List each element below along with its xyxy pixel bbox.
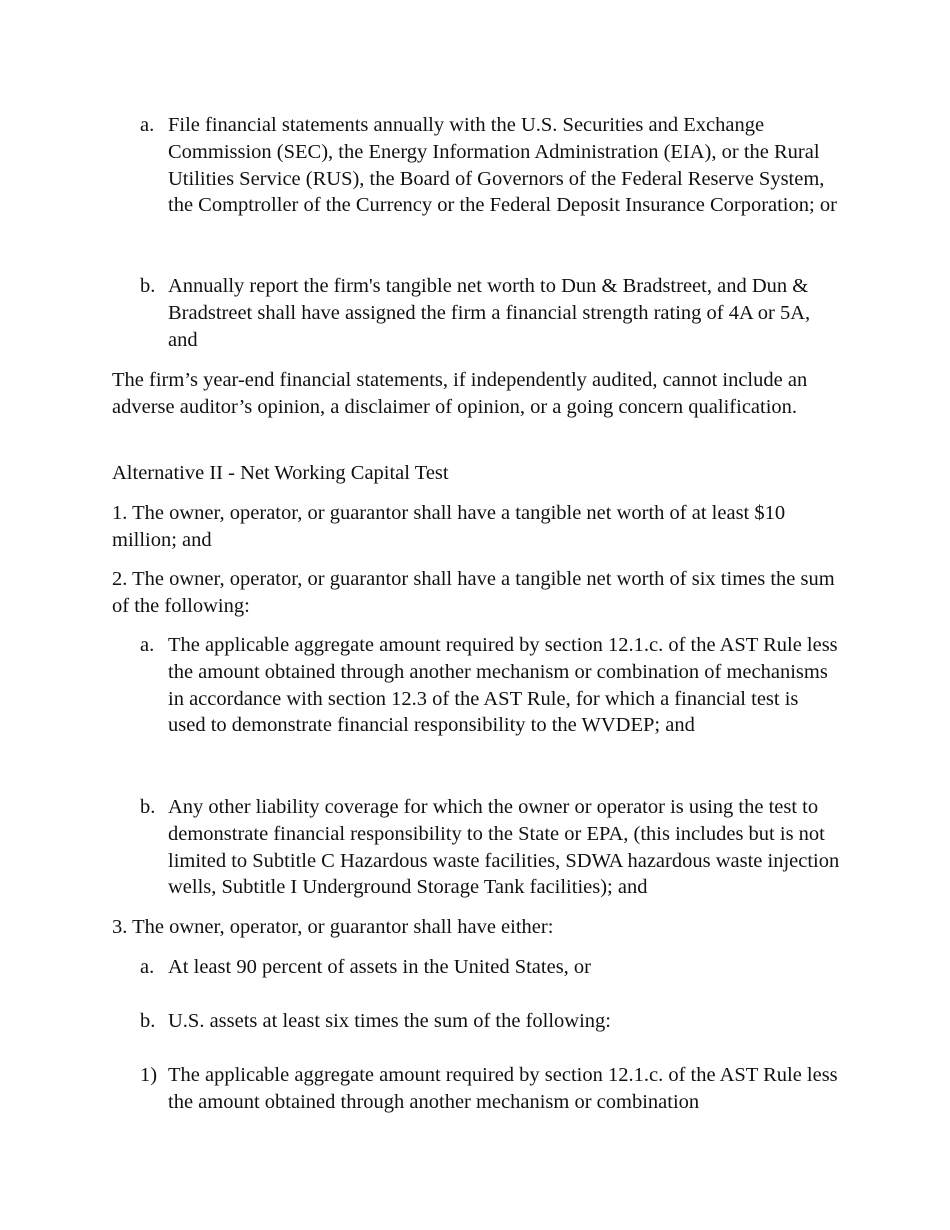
list-item-text: The applicable aggregate amount required by section 12.1.c. of the AST Rule less the amount obtained through another mechanism or combination xyxy=(168,1064,838,1113)
list-item-text: The applicable aggregate amount required by section 12.1.c. of the AST Rule less the amount obtained through another mechanism or combination of mechanisms in accordance with section 12.3 of the AST Rule, for which a financial test is used to demonstrate financial responsibility to the WVDEP; and xyxy=(168,634,838,737)
list-marker: a. xyxy=(140,114,155,136)
list-item-a-aggregate-amount xyxy=(140,632,840,739)
list-item-b-us-assets xyxy=(140,1008,840,1035)
list-item-text: Annually report the firm's tangible net worth to Dun & Bradstreet, and Dun & Bradstreet shall have assigned the firm a financial strength rating of 4A or 5A, and xyxy=(168,275,811,351)
list-marker: 1) xyxy=(140,1064,158,1086)
list-marker: b. xyxy=(140,1010,156,1032)
paragraph-requirement-3: 3. The owner, operator, or guarantor shall have either: xyxy=(112,916,554,938)
list-item-text: U.S. assets at least six times the sum of the following: xyxy=(168,1010,611,1032)
paragraph-requirement-2: 2. The owner, operator, or guarantor shall have a tangible net worth of six times the sum of the following: xyxy=(112,568,835,617)
list-item-b-dun-bradstreet xyxy=(140,273,840,353)
list-item-text: Any other liability coverage for which the owner or operator is using the test to demonstrate financial responsibility to the State or EPA, (this includes but is not limited to Subtitle C Hazardous waste facilities, SDWA hazardous waste injection wells, Subtitle I Underground Storage Tank facilities); and xyxy=(168,796,840,899)
paragraph-requirement-1: 1. The owner, operator, or guarantor shall have a tangible net worth of at least $10 million; and xyxy=(112,502,786,551)
list-item-text: At least 90 percent of assets in the United States, or xyxy=(168,956,591,978)
list-item-1-aggregate-amount xyxy=(140,1062,840,1116)
list-item-a-assets-us xyxy=(140,954,840,981)
list-item-b-other-liability xyxy=(140,794,840,901)
list-marker: a. xyxy=(140,956,155,978)
list-item-text: File financial statements annually with the U.S. Securities and Exchange Commission (SEC), the Energy Information Administration (EIA), or the Rural Utilities Service (RUS), the Board of Governors of the Federal Reserve System, the Comptroller of the Currency or the Federal Deposit Insurance Corporation; or xyxy=(168,114,837,217)
list-item-a-file-statements xyxy=(140,112,840,219)
list-marker: b. xyxy=(140,796,156,818)
section-heading-alternative-ii: Alternative II - Net Working Capital Test xyxy=(112,462,449,484)
list-marker: b. xyxy=(140,275,156,297)
paragraph-audit-opinion: The firm’s year-end financial statements, if independently audited, cannot include an adverse auditor’s opinion, a disclaimer of opinion, or a going concern qualification. xyxy=(112,369,808,418)
list-marker: a. xyxy=(140,634,155,656)
